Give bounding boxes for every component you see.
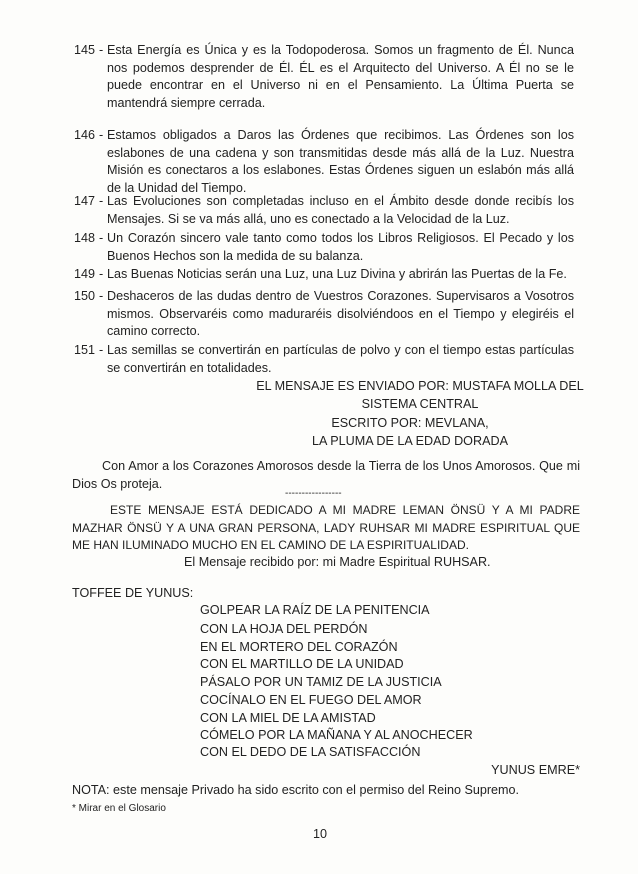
writer-line-2: LA PLUMA DE LA EDAD DORADA <box>312 433 508 448</box>
item-text: Un Corazón sincero vale tanto como todos los Libros Religiosos. El Pecado y los Buenos Hechos son la medida de su balanza. <box>107 231 574 263</box>
poem-line: CON LA MIEL DE LA AMISTAD <box>200 711 376 725</box>
note: NOTA: este mensaje Privado ha sido escrito con el permiso del Reino Supremo. <box>72 783 520 797</box>
poem-line: CON LA HOJA DEL PERDÓN <box>200 622 368 636</box>
item-text: Esta Energía es Única y es la Todopoderosa. Somos un fragmento de Él. Nunca nos podemos desprender de Él. ÉL es el Arquitecto del Universo. A Él no se le puede encontrar en el Universo ni en el Pensamiento. La Última Puerta se mantendrá siempre cerrada. <box>107 43 574 110</box>
toffee-title: TOFFEE DE YUNUS: <box>72 586 194 600</box>
poem-line: CON EL DEDO DE LA SATISFACCIÓN <box>200 745 421 759</box>
writer-line-1: ESCRITO POR: MEVLANA, <box>331 416 489 430</box>
item-number: 146 <box>74 128 96 142</box>
item-number: 147 <box>74 194 96 208</box>
footnote: * Mirar en el Glosario <box>72 803 166 814</box>
sender-line-2: SISTEMA CENTRAL <box>361 396 479 411</box>
received-by: El Mensaje recibido por: mi Madre Espiritual RUHSAR. <box>184 555 491 569</box>
poem-line: GOLPEAR LA RAÍZ DE LA PENITENCIA <box>200 603 430 617</box>
message-item-150: 150 - Deshaceros de las dudas dentro de Vuestros Corazones. Supervisaros a Vosotros mismos. Observaréis como maduraréis disolviéndoos en el Tiempo y elegiréis el camino correcto. <box>74 288 574 341</box>
poem-line: PÁSALO POR UN TAMIZ DE LA JUSTICIA <box>200 675 442 689</box>
poem-line: COCÍNALO EN EL FUEGO DEL AMOR <box>200 693 422 707</box>
sender-block <box>250 378 590 413</box>
poem-author: YUNUS EMRE* <box>491 763 580 777</box>
dedication-paragraph: ESTE MENSAJE ESTÁ DEDICADO A MI MADRE LEMAN ÖNSÜ Y A MI PADRE MAZHAR ÖNSÜ Y A UNA GRAN PERSONA, LADY RUHSAR MI MADRE ESPIRITUAL QUE ME HAN ILUMINADO MUCHO EN EL CAMINO DE LA ESPIRITUALIDAD. <box>72 503 580 552</box>
item-text: Deshaceros de las dudas dentro de Vuestros Corazones. Supervisaros a Vosotros mismos. Observaréis como maduraréis disolviéndoos en el Tiempo y elegiréis el camino correcto. <box>107 289 574 338</box>
page-number: 10 <box>312 827 327 841</box>
item-text: Las Buenas Noticias serán una Luz, una Luz Divina y abrirán las Puertas de la Fe. <box>107 267 567 281</box>
item-number: 149 <box>74 267 96 281</box>
message-item-146: 146 - Estamos obligados a Daros las Órdenes que recibimos. Las Órdenes son los eslabones de una cadena y son transmitidas desde más allá de la Luz. Nuestra Misión es conectaros a los eslabones. Estas Órdenes siguen un eslabón más allá de la Unidad del Tiempo. <box>74 127 574 197</box>
message-item-145: 145 - Esta Energía es Única y es la Todopoderosa. Somos un fragmento de Él. Nunca nos podemos desprender de Él. ÉL es el Arquitecto del Universo. A Él no se le puede encontrar en el Universo ni en el Pensamiento. La Última Puerta se mantendrá siempre cerrada. <box>74 42 574 112</box>
item-text: Las Evoluciones son completadas incluso en el Ámbito desde donde recibís los Mensajes. Si se va más allá, uno es conectado a la Velocidad de la Luz. <box>107 194 574 226</box>
sender-line-1: EL MENSAJE ES ENVIADO POR: MUSTAFA MOLLA DEL <box>256 379 584 393</box>
message-item-151: 151 - Las semillas se convertirán en partículas de polvo y con el tiempo estas partículas se convertirán en totalidades. <box>74 342 574 377</box>
writer-block <box>290 415 530 450</box>
item-text: Las semillas se convertirán en partículas de polvo y con el tiempo estas partículas se convertirán en totalidades. <box>107 343 574 375</box>
message-item-148: 148 - Un Corazón sincero vale tanto como todos los Libros Religiosos. El Pecado y los Buenos Hechos son la medida de su balanza. <box>74 230 574 265</box>
separator: ----------------- <box>285 488 342 499</box>
item-number: 148 <box>74 231 96 245</box>
item-text: Estamos obligados a Daros las Órdenes que recibimos. Las Órdenes son los eslabones de una cadena y son transmitidas desde más allá de la Luz. Nuestra Misión es conectaros a los eslabones. Estas Órdenes siguen un eslabón más allá de la Unidad del Tiempo. <box>107 128 574 195</box>
message-item-147: 147 - Las Evoluciones son completadas incluso en el Ámbito desde donde recibís los Mensajes. Si se va más allá, uno es conectado a la Velocidad de la Luz. <box>74 193 574 228</box>
poem-line: CÓMELO POR LA MAÑANA Y AL ANOCHECER <box>200 728 473 742</box>
poem-line: CON EL MARTILLO DE LA UNIDAD <box>200 657 404 671</box>
poem-line: EN EL MORTERO DEL CORAZÓN <box>200 640 398 654</box>
message-item-149: 149 - Las Buenas Noticias serán una Luz, una Luz Divina y abrirán las Puertas de la Fe. <box>74 266 574 284</box>
item-number: 145 <box>74 43 96 57</box>
greeting-paragraph: Con Amor a los Corazones Amorosos desde la Tierra de los Unos Amorosos. Que mi Dios Os proteja. <box>72 459 580 491</box>
item-number: 150 <box>74 289 96 303</box>
item-number: 151 <box>74 343 96 357</box>
